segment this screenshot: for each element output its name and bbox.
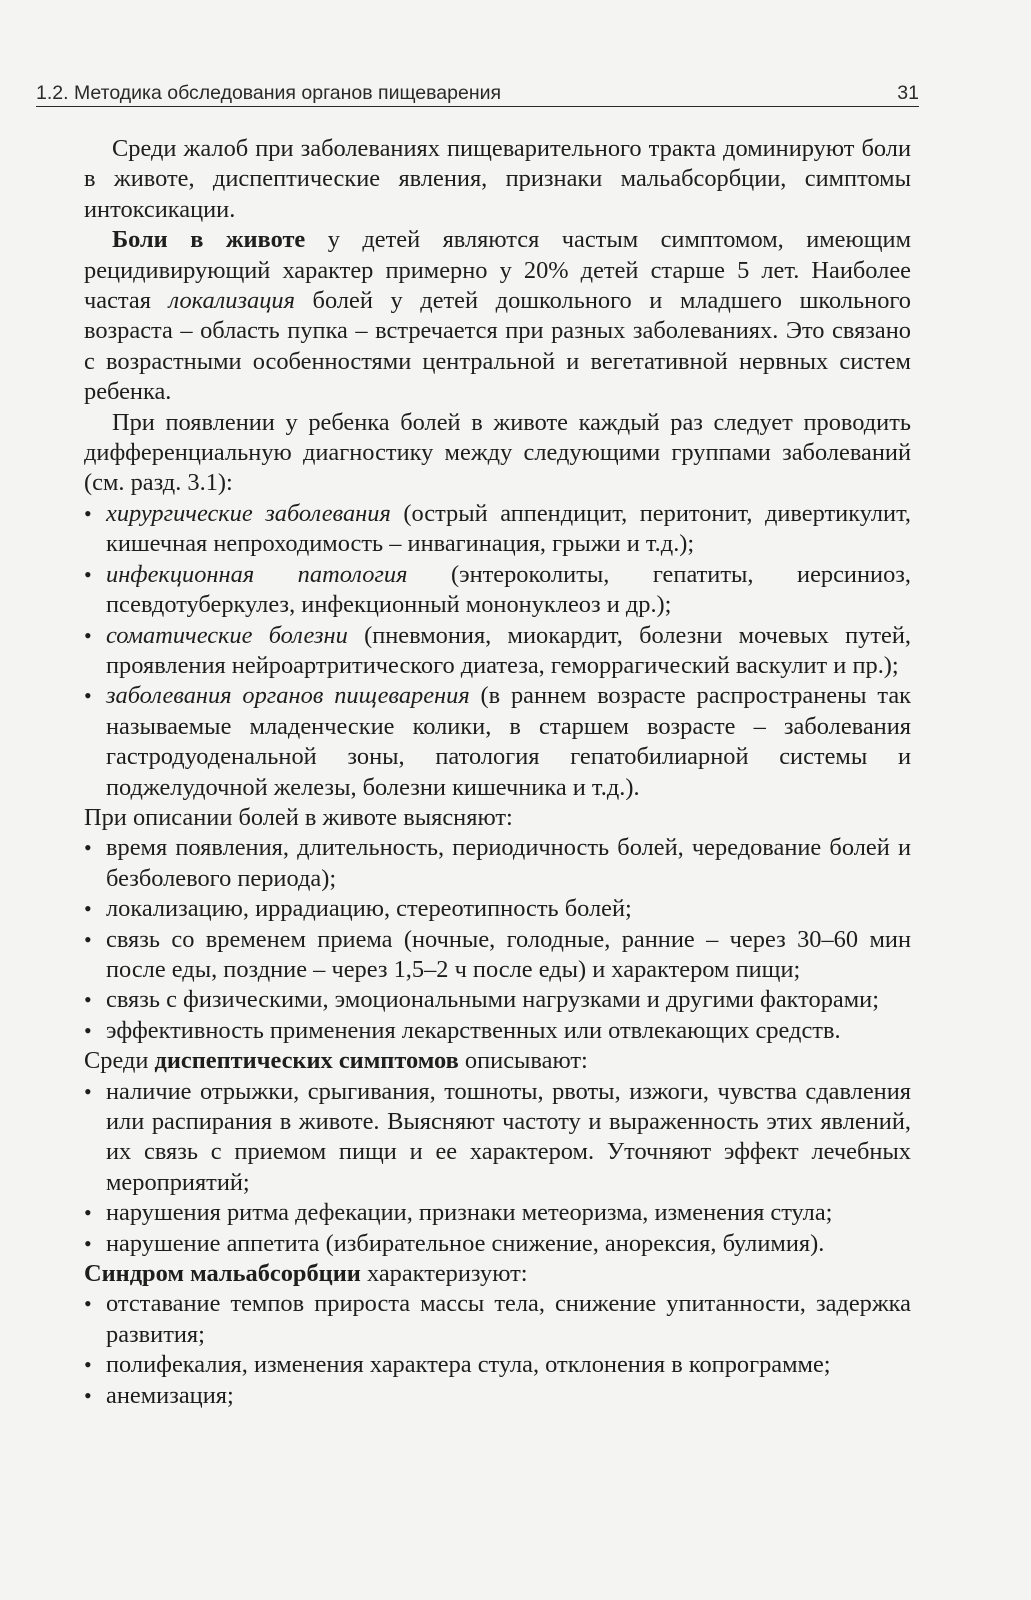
- list-item-text: (энтероколиты, гепатиты, иерсиниоз, псевдотуберкулез, инфекционный мононуклеоз и др.);: [106, 560, 911, 619]
- disease-groups-list: [84, 499, 911, 803]
- section-title: 1.2. Методика обследования органов пищеварения: [36, 82, 502, 104]
- list-item: • анемизация;: [84, 1381, 911, 1411]
- list-item: [84, 681, 911, 803]
- list-item: • время появления, длительность, периодичность болей, чередование болей и безболевого периода);: [84, 833, 911, 894]
- list-item-term: соматические болезни: [106, 621, 348, 649]
- abdominal-pain-paragraph: [84, 225, 911, 407]
- malabsorption-heading-post: характеризуют:: [360, 1260, 528, 1288]
- dyspeptic-list: [84, 1077, 911, 1259]
- list-item: • нарушения ритма дефекации, признаки метеоризма, изменения стула;: [84, 1198, 911, 1228]
- list-item: [84, 560, 911, 621]
- malabsorption-heading: [84, 1259, 911, 1289]
- localization-term: локализация: [168, 287, 295, 315]
- list-item-text: (острый аппендицит, перитонит, дивертикулит, кишечная непроходимость – инвагинация, грыжи и т.д.);: [106, 499, 911, 558]
- abdominal-pain-text-1: у детей являются частым симптомом, имеющим рецидивирующий характер примерно у 20% детей старше 5 лет. Наиболее частая: [84, 226, 911, 315]
- list-item: • нарушение аппетита (избирательное снижение, анорексия, булимия).: [84, 1229, 911, 1259]
- list-item: • связь с физическими, эмоциональными нагрузками и другими факторами;: [84, 985, 911, 1015]
- list-item: • локализацию, иррадиацию, стереотипность болей;: [84, 894, 911, 924]
- malabsorption-term: Синдром мальабсорбции: [84, 1260, 361, 1288]
- pain-description-heading: При описании болей в животе выясняют:: [84, 803, 513, 831]
- list-item: • наличие отрыжки, срыгивания, тошноты, рвоты, изжоги, чувства сдавления или распирания в животе. Выясняют частоту и выраженность этих явлений, их связь с приемом пищи и ее характером. Уточняют эффект лечебных мероприятий;: [84, 1077, 911, 1199]
- list-item: [84, 621, 911, 682]
- pain-description-list: [84, 833, 911, 1046]
- differential-diagnosis-paragraph: При появлении у ребенка болей в животе каждый раз следует проводить дифференциальную диагностику между следующими группами заболеваний (см. разд. 3.1):: [84, 408, 911, 497]
- page-number: 31: [897, 82, 919, 104]
- dyspeptic-heading: [84, 1046, 911, 1076]
- list-item: • эффективность применения лекарственных или отвлекающих средств.: [84, 1016, 911, 1046]
- dyspeptic-heading-pre: Среди: [84, 1047, 155, 1075]
- abdominal-pain-term: Боли в животе: [112, 226, 306, 254]
- running-header: [36, 80, 919, 107]
- list-item-term: хирургические заболевания: [106, 499, 391, 527]
- list-item-text: (в раннем возрасте распространены так называемые младенческие колики, в старшем возрасте – заболевания гастродуоденальной зоны, патология гепатобилиарной системы и поджелудочной железы, болезни кишечника и т.д.).: [106, 682, 911, 801]
- list-item: • связь со временем приема (ночные, голодные, ранние – через 30–60 мин после еды, поздние – через 1,5–2 ч после еды) и характером пищи;: [84, 925, 911, 986]
- dyspeptic-term: диспептических симптомов: [154, 1047, 459, 1075]
- list-item: • полифекалия, изменения характера стула, отклонения в копрограмме;: [84, 1350, 911, 1380]
- abdominal-pain-text-2: болей у детей дошкольного и младшего школьного возраста – область пупка – встречается при разных заболеваниях. Это связано с возрастными особенностями центральной и вегетативной нервных систем ребенка.: [84, 287, 911, 406]
- list-item-term: заболевания органов пищеварения: [106, 682, 470, 710]
- list-item: • отставание темпов прироста массы тела, снижение упитанности, задержка развития;: [84, 1289, 911, 1350]
- list-item-text: (пневмония, миокардит, болезни мочевых путей, проявления нейроартритического диатеза, геморрагический васкулит и пр.);: [106, 621, 911, 679]
- dyspeptic-heading-post: описывают:: [458, 1047, 588, 1075]
- intro-paragraph: Среди жалоб при заболеваниях пищеварительного тракта доминируют боли в животе, диспептические явления, признаки мальабсорбции, симптомы интоксикации.: [84, 135, 911, 223]
- list-item: [84, 499, 911, 560]
- list-item-term: инфекционная патология: [106, 560, 408, 588]
- malabsorption-list: [84, 1289, 911, 1411]
- body-text: [84, 134, 911, 1411]
